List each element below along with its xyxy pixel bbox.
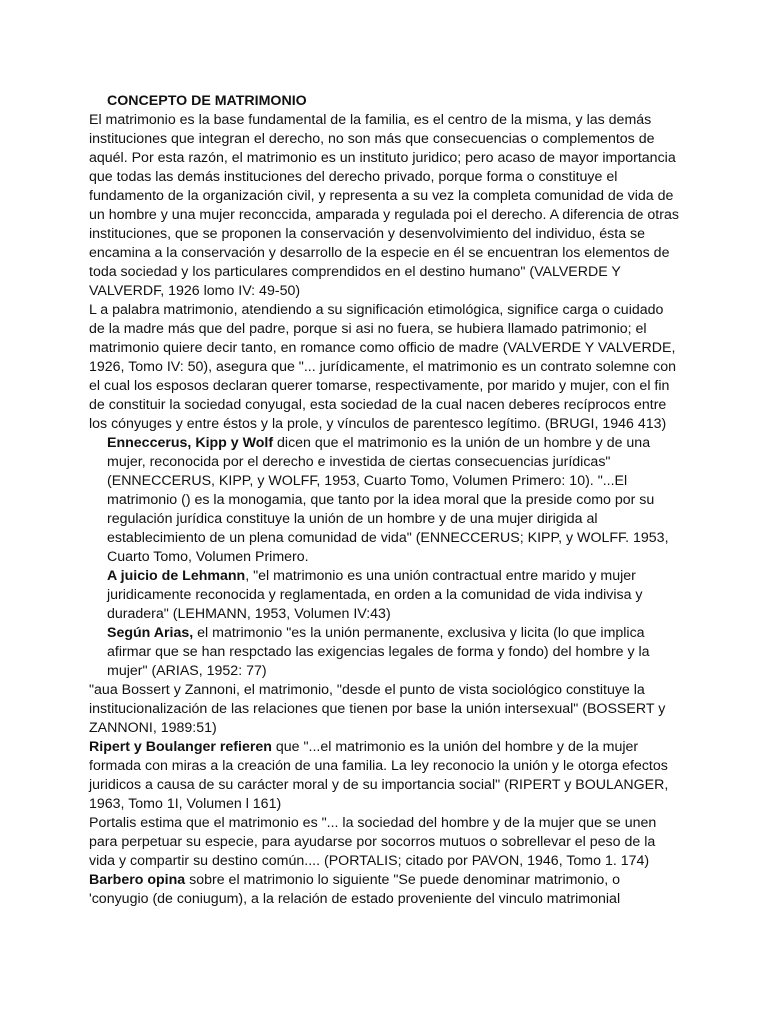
paragraph-bossert: "aua Bossert y Zannoni, el matrimonio, "desde el punto de vista sociológico constituye la institucionalización de las relaciones que tienen por base la unión intersexual" (BOSSERT y ZANNONI, 1989:51) bbox=[89, 682, 666, 736]
paragraph-text-lehmann: , "el matrimonio es una unión contractual entre marido y mujer juridicamente reconocida y reglamentada, en orden a la comunidad de vida indivisa y duradera" (LEHMANN, 1953, Volumen IV:43) bbox=[107, 568, 643, 622]
paragraph-text-ripert: que "...el matrimonio es la unión del hombre y de la mujer formada con miras a la creación de una familia. La ley reconocio la unión y le otorga efectos juridicos a causa de su carácter moral y de su importancia social" (RIPERT y BOULANGER, 1963, Tomo 1I, Volumen l 161) bbox=[89, 739, 669, 812]
author-lead-barbero: Barbero opina bbox=[89, 872, 186, 888]
author-lead-enneccerus: Enneccerus, Kipp y Wolf bbox=[107, 435, 274, 451]
paragraph-definition: El matrimonio es la base fundamental de la familia, es el centro de la misma, y las demás instituciones que integran el derecho, no son más que consecuencias o complementos de aquél. Por esta razón, el matrimonio es un instituto juridico; pero acaso de mayor importancia que todas las demás instituciones del derecho privado, porque forma o constituye el fundamento de la organización civil, y representa a su vez la completa comunidad de vida de un hombre y una mujer reconccida, amparada y regulada poi el derecho. A diferencia de otras instituciones, que se proponen la conservación y desenvolvimiento del individuo, ésta se encamina a la conservación y desarrollo de la especie en él se encuentran los elementos de toda sociedad y los particulares comprendidos en el destino humano" (VALVERDE Y VALVERDF, 1926 lomo IV: 49-50) bbox=[89, 112, 679, 299]
document-title: CONCEPTO DE MATRIMONIO bbox=[107, 93, 307, 109]
paragraph-arias bbox=[89, 624, 679, 681]
author-lead-lehmann: A juicio de Lehmann bbox=[107, 568, 246, 584]
author-lead-ripert: Ripert y Boulanger refieren bbox=[89, 739, 272, 755]
paragraph-text-arias: el matrimonio "es la unión permanente, exclusiva y licita (lo que implica afirmar que se han respctado las exigencias legales de forma y fondo) del hombre y la mujer" (ARIAS, 1952: 77) bbox=[107, 625, 650, 679]
paragraph-portalis: Portalis estima que el matrimonio es "... la sociedad del hombre y de la mujer que se unen para perpetuar su especie, para ayudarse por socorros mutuos o sobrellevar el peso de la vida y compartir su destino común.... (PORTALIS; citado por PAVON, 1946, Tomo 1. 174) bbox=[89, 815, 657, 869]
paragraph-ripert bbox=[89, 738, 679, 814]
paragraph-barbero bbox=[89, 871, 679, 909]
paragraph-enneccerus bbox=[89, 434, 679, 567]
paragraph-etymology: L a palabra matrimonio, atendiendo a su significación etimológica, significe carga o cuidado de la madre más que del padre, porque si asi no fuera, se hubiera llamado patrimonio; el matrimonio quiere decir tanto, en romance como officio de madre (VALVERDE Y VALVERDE, 1926, Tomo IV: 50), asegura que "... jurídicamente, el matrimonio es un contrato solemne con el cual los esposos declaran querer tomarse, respectivamente, por marido y mujer, con el fin de constituir la sociedad conyugal, esta sociedad de la cual nacen deberes recíprocos entre los cónyuges y entre éstos y la prole, y vínculos de parentesco legítimo. (BRUGI, 1946 413) bbox=[89, 302, 677, 432]
paragraph-lehmann bbox=[89, 567, 679, 624]
document-page bbox=[89, 92, 679, 909]
author-lead-arias: Según Arias, bbox=[107, 625, 194, 641]
paragraph-text-enneccerus: dicen que el matrimonio es la unión de un hombre y de una mujer, reconocida por el derecho e investida de ciertas consecuencias jurídicas" (ENNECCERUS, KIPP, y WOLFF, 1953, Cuarto Tomo, Volumen Primero: 10). "...El matrimonio () es la monogamia, que tanto por la idea moral que la preside como por su regulación jurídica constituye la unión de un hombre y de una mujer dirigida al establecimiento de un plena comunidad de vida" (ENNECCERUS; KIPP, y WOLFF. 1953, Cuarto Tomo, Volumen Primero. bbox=[107, 435, 669, 565]
paragraph-text-barbero: sobre el matrimonio lo siguiente "Se puede denominar matrimonio, o 'conyugio (de coniugum), a la relación de estado proveniente del vinculo matrimonial bbox=[89, 872, 621, 907]
